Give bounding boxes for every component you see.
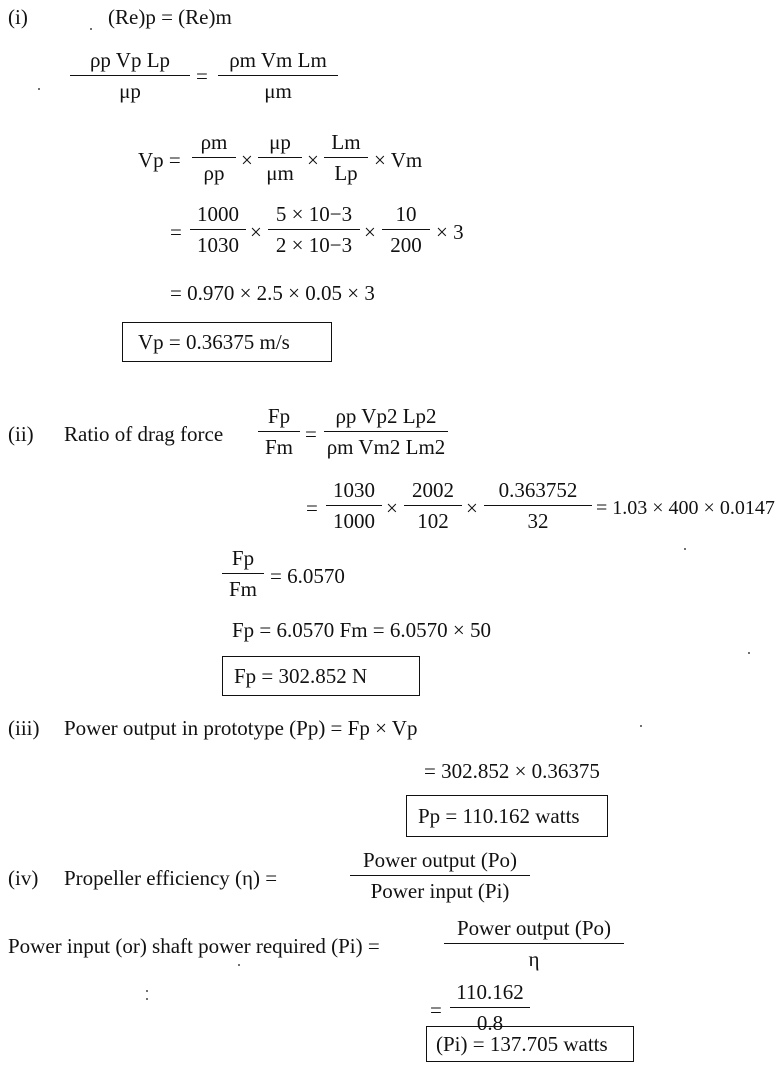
- length-values-fraction: $\frac{10}{200}$: [382, 204, 430, 256]
- scan-speck: [146, 998, 148, 1000]
- density-ratio-fraction: $\frac{\rho m}{\rho p}$: [192, 132, 236, 184]
- drag-product: = 1.03 × 400 × 0.0147: [596, 497, 775, 519]
- reynolds-equality: (Re)p = (Re)m: [108, 5, 232, 29]
- efficiency-label: Propeller efficiency (η) =: [64, 866, 278, 890]
- part-label-ii: (ii): [8, 422, 34, 446]
- velocity-squared-fraction: $\frac{0.363752}{32}$: [484, 480, 592, 532]
- times-sign: ×: [241, 148, 253, 172]
- times-sign: ×: [364, 220, 376, 244]
- equals-sign: =: [430, 998, 442, 1022]
- times-sign: ×: [250, 220, 262, 244]
- reynolds-product: = 0.970 × 2.5 × 0.05 × 3: [170, 281, 375, 305]
- scan-speck: [38, 88, 40, 90]
- vp-result: Vp = 0.36375 m/s: [138, 330, 290, 354]
- density-values-inverse-fraction: $\frac{1030}{1000}$: [326, 480, 382, 532]
- vp-lhs: Vp =: [138, 148, 181, 172]
- shaft-power-calc-fraction: $\frac{110.162}{0.8}$: [450, 982, 530, 1034]
- scan-speck: [640, 725, 642, 727]
- density-values-fraction: $\frac{1000}{1030}$: [190, 204, 246, 256]
- times-sign: ×: [307, 148, 319, 172]
- prototype-force-calc: Fp = 6.0570 Fm = 6.0570 × 50: [232, 618, 491, 642]
- pi-result: (Pi) = 137.705 watts: [436, 1032, 608, 1056]
- length-ratio-fraction: $\frac{Lm}{Lp}$: [324, 132, 368, 184]
- equals-sign: =: [196, 64, 208, 88]
- shaft-power-label: Power input (or) shaft power required (Pi) =: [8, 934, 380, 958]
- force-ratio-fraction: $\frac{Fp}{Fm}$: [258, 406, 300, 458]
- length-squared-fraction: $\frac{2002}{102}$: [404, 480, 462, 532]
- pp-result: Pp = 110.162 watts: [418, 804, 580, 828]
- scan-speck: [90, 28, 92, 30]
- reynolds-lhs-fraction: $\frac{\text{ρp Vp Lp}}{\mu p}$: [70, 50, 190, 102]
- fp-result: Fp = 302.852 N: [234, 664, 368, 688]
- shaft-power-fraction: Power output (Po) η: [444, 918, 624, 970]
- equals-sign: =: [305, 422, 317, 446]
- part-label-iv: (iv): [8, 866, 39, 890]
- viscosity-ratio-fraction: $\frac{\mu p}{\mu m}$: [258, 132, 302, 184]
- times-sign: ×: [466, 496, 478, 520]
- velocity-factor: × 3: [436, 220, 464, 244]
- efficiency-fraction: Power output (Po) Power input (Pi): [350, 850, 530, 902]
- drag-ratio-label: Ratio of drag force: [64, 422, 224, 446]
- force-ratio-fraction-2: $\frac{Fp}{Fm}$: [222, 548, 264, 600]
- force-ratio-value: = 6.0570: [270, 564, 345, 588]
- vm-factor: × Vm: [374, 148, 423, 172]
- equals-sign: =: [306, 496, 318, 520]
- part-label-iii: (iii): [8, 716, 40, 740]
- times-sign: ×: [386, 496, 398, 520]
- scan-speck: [146, 990, 148, 992]
- reynolds-rhs-fraction: $\frac{\text{ρm Vm Lm}}{\mu m}$: [218, 50, 338, 102]
- power-output-label: Power output in prototype (Pp) = Fp × Vp: [64, 716, 418, 740]
- scan-speck: [748, 652, 750, 654]
- part-label-i: (i): [8, 5, 28, 29]
- viscosity-values-fraction: $\frac{5 \times 10-3}{2 \times 10-3}$: [268, 204, 360, 256]
- drag-formula-fraction: $\frac{\text{ρp Vp2 Lp2}}{\text{ρm Vm2 Lm2}}$: [324, 406, 448, 458]
- power-output-calc: = 302.852 × 0.36375: [424, 759, 600, 783]
- scan-speck: [684, 548, 686, 550]
- scan-speck: [238, 964, 240, 966]
- equals-sign: =: [170, 220, 182, 244]
